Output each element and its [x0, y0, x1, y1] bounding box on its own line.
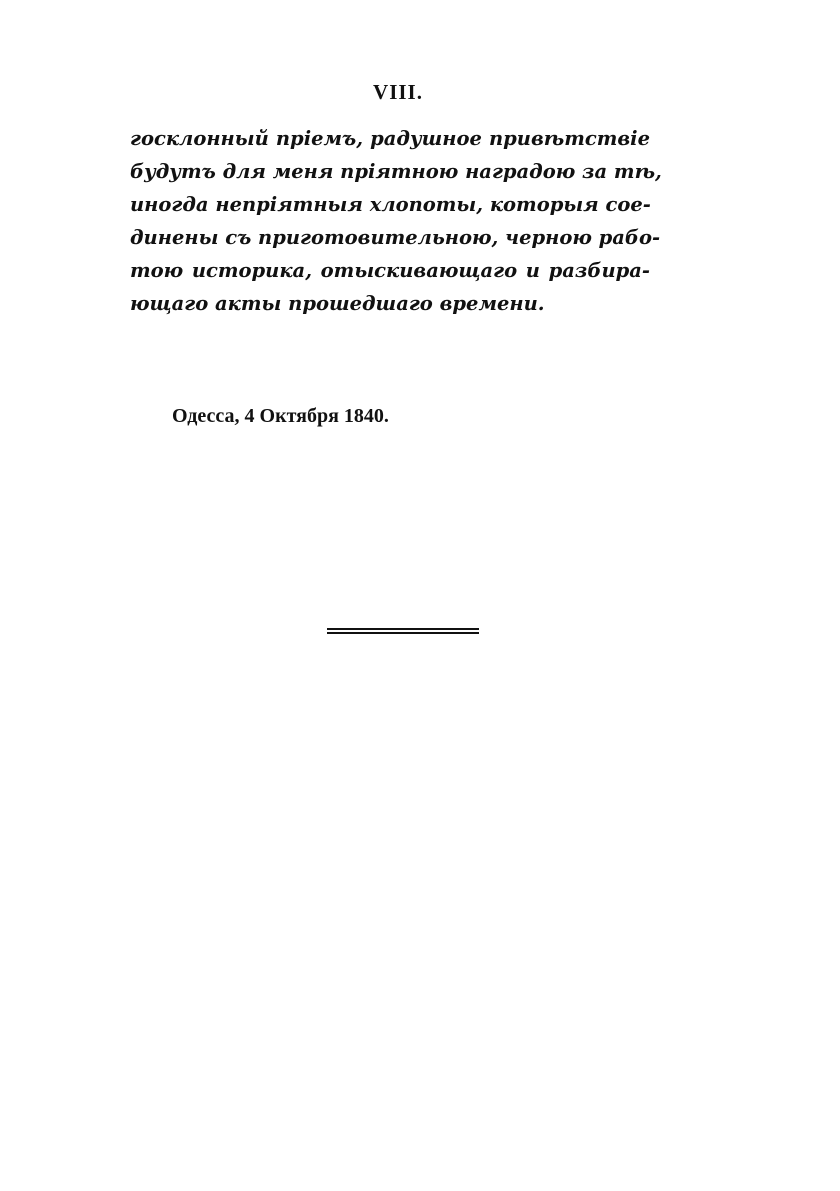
page-number: VIII.	[373, 80, 423, 104]
rule-line-bottom	[327, 632, 479, 634]
ornamental-double-rule	[327, 628, 479, 635]
text-line: ющаго акты прошедшаго времени.	[130, 292, 545, 315]
rule-line-top	[327, 628, 479, 630]
text-line: тою историка, отыскивающаго и разбира-	[130, 259, 650, 282]
text-line: динены съ приготовительною, черною рабо-	[130, 226, 661, 249]
text-line: иногда непрiятныя хлопоты, которыя сое-	[130, 193, 651, 216]
text-line: госклонный прieмъ, радушное привѣтствiе	[130, 127, 650, 150]
place-date-signature: Одесса, 4 Октября 1840.	[172, 405, 389, 427]
text-line: будутъ для меня прiятною наградою за тѣ,	[130, 160, 662, 183]
body-text	[130, 122, 662, 320]
